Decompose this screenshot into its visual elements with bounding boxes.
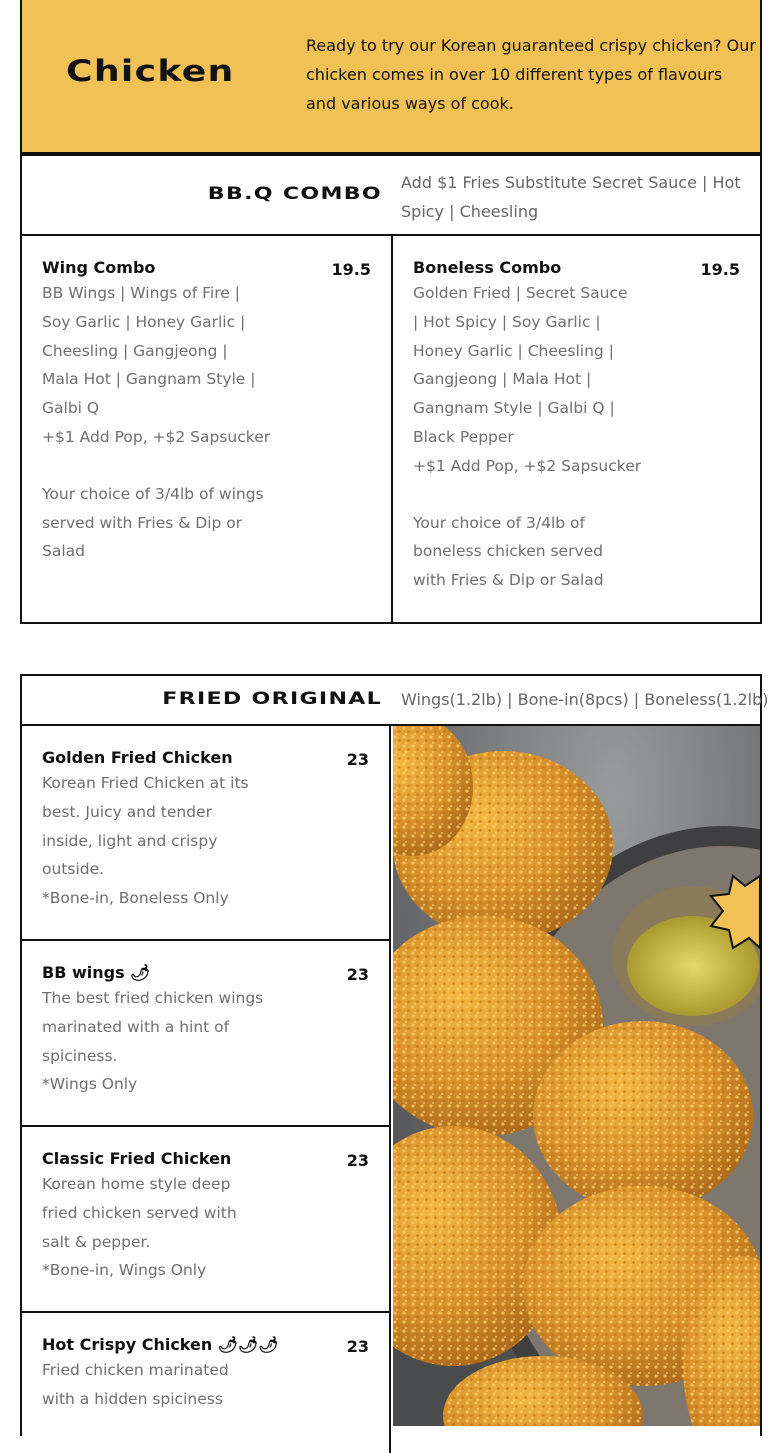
item-line: spiciness. [42,1046,118,1065]
combo-col-right [391,236,760,622]
item-line: Honey Garlic | Cheesling | [413,341,614,360]
combo-section-header [22,156,760,236]
item-note: *Bone-in, Wings Only [42,1261,207,1280]
item-line: outside. [42,860,105,879]
item-line: Korean Fried Chicken at its [42,774,249,792]
item-description: with Fries & Dip or Salad [413,571,604,590]
item-name: Boneless Combo [413,258,562,277]
item-price: 23 [346,750,369,769]
item-flavours [42,279,371,566]
item-price: 19.5 [331,260,371,279]
item-line: Gangjeong | Mala Hot | [413,370,592,389]
item-line: Cheesling | Gangjeong | [42,341,228,360]
item-addon: +$1 Add Pop, +$2 Sapsucker [42,427,271,446]
combo-section [20,154,762,624]
menu-item-hot-crispy-chicken[interactable] [22,1313,389,1453]
item-price: 23 [346,1151,369,1170]
item-price: 23 [346,965,369,984]
item-line: The best fried chicken wings [42,989,264,1007]
item-line: inside, light and crispy [42,831,218,850]
item-line: Gangnam Style | Galbi Q | [413,399,615,418]
fried-section-note: Wings(1.2lb) | Bone-in(8pcs) | Boneless(1.2lb) [401,690,769,709]
item-name: Golden Fried Chicken [42,748,233,767]
fried-chicken-photo [393,726,760,1426]
item-line: Soy Garlic | Honey Garlic | [42,312,246,331]
item-description [42,984,369,1099]
menu-item-wing-combo[interactable] [22,236,391,586]
item-description: Your choice of 3/4lb of [413,513,585,532]
item-description [42,769,369,913]
item-description: Your choice of 3/4lb of wings [42,484,264,503]
item-note: *Bone-in, Boneless Only [42,889,229,908]
item-flavours [413,279,740,595]
item-line: Korean home style deep [42,1175,231,1193]
item-line: best. Juicy and tender [42,802,212,821]
menu-item-golden-fried-chicken[interactable] [22,726,389,941]
item-line: BB Wings | Wings of Fire | [42,284,240,302]
fried-items-column [22,726,391,1453]
item-addon: +$1 Add Pop, +$2 Sapsucker [413,456,642,475]
item-line: Black Pepper [413,427,514,446]
combo-section-title: BB.Q COMBO [207,184,382,204]
item-description [42,1356,369,1414]
item-line: marinated with a hint of [42,1017,230,1036]
item-description: served with Fries & Dip or [42,513,243,532]
item-price: 19.5 [700,260,740,279]
combo-section-note: Add $1 Fries Substitute Secret Sauce | Hot Spicy | Cheesling [401,173,741,221]
hero-title: Chicken [66,54,235,88]
item-price: 23 [346,1337,369,1356]
item-line: salt & pepper. [42,1232,151,1251]
fried-section-header [22,676,769,726]
item-line: Golden Fried | Secret Sauce [413,284,628,302]
item-name: Hot Crispy Chicken 🌶🌶🌶 [42,1335,279,1354]
menu-item-classic-fried-chicken[interactable] [22,1127,389,1313]
hero-description: Ready to try our Korean guaranteed crispy chicken? Our chicken comes in over 10 different types of flavours and various ways of cook. [306,36,756,113]
item-name: Wing Combo [42,258,156,277]
item-description: Salad [42,542,85,561]
item-line: fried chicken served with [42,1203,237,1222]
item-name: BB wings 🌶 [42,963,151,982]
chicken-hero-banner [20,0,762,156]
item-line: Mala Hot | Gangnam Style | [42,370,256,389]
item-description: boneless chicken served [413,542,604,561]
menu-item-boneless-combo[interactable] [393,236,760,615]
fried-original-section [20,674,769,1436]
item-line: Galbi Q [42,399,100,418]
item-line: Fried chicken marinated [42,1361,229,1379]
item-note: *Wings Only [42,1075,138,1094]
fried-chicken-illustration [393,726,760,1426]
menu-item-bb-wings[interactable] [22,941,389,1127]
item-line: | Hot Spicy | Soy Garlic | [413,312,601,331]
item-name: Classic Fried Chicken [42,1149,232,1168]
item-description [42,1170,369,1285]
fried-section-title: FRIED ORIGINAL [162,689,382,709]
combo-col-left [22,236,391,622]
item-line: with a hidden spiciness [42,1389,223,1408]
